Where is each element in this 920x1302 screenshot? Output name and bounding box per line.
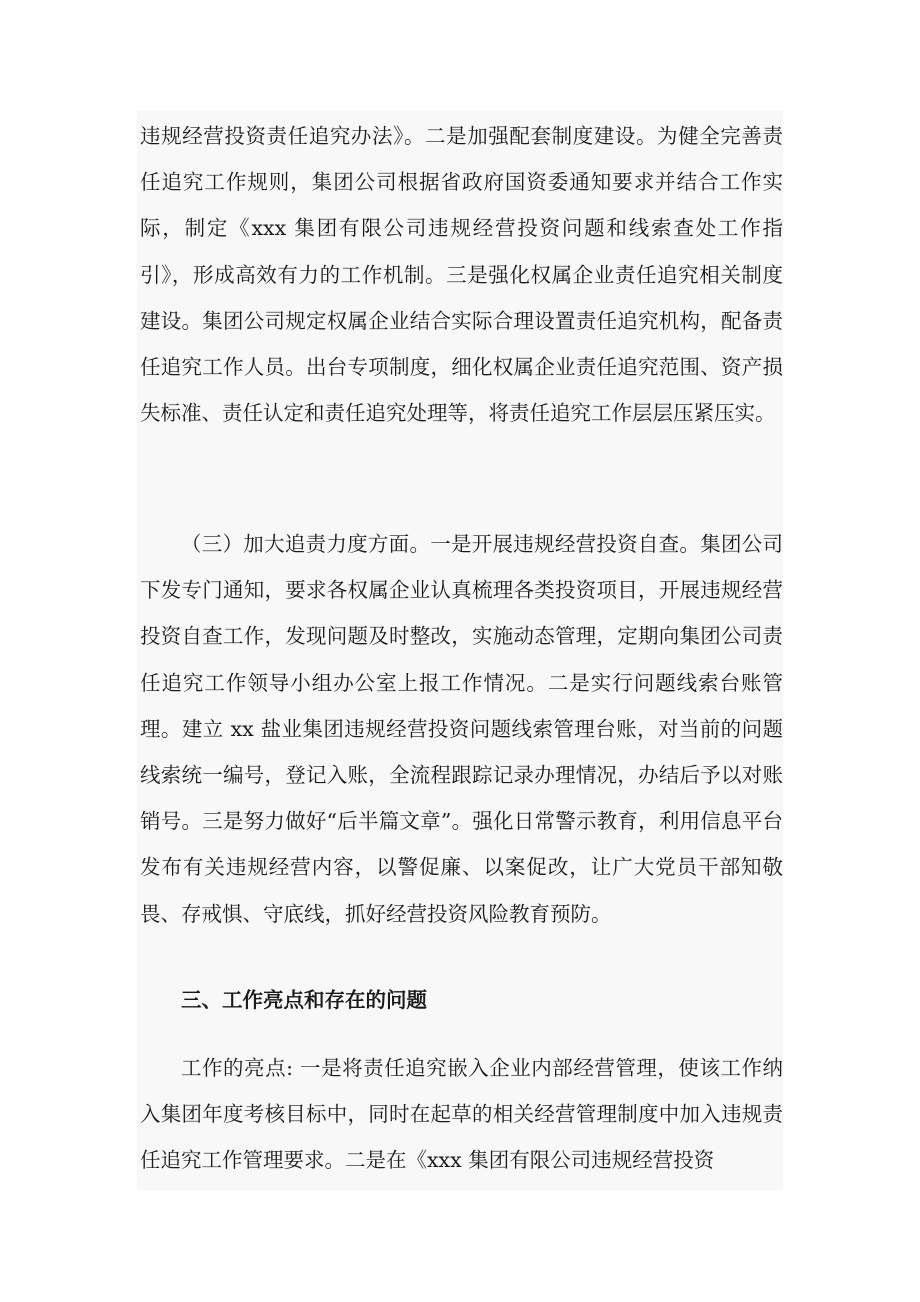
paragraph-highlights: 工作的亮点: 一是将责任追究嵌入企业内部经营管理，使该工作纳入集团年度考核目标中，同时在起草的相关经营管理制度中加入违规责任追究工作管理要求。二是在《xxx 集团有限公司违规经营投资: [140, 1056, 783, 1173]
paragraph-section-3: （三）加大追责力度方面。一是开展违规经营投资自查。集团公司下发专门通知，要求各权属企业认真梳理各类投资项目，开展违规经营投资自查工作，发现问题及时整改，实施动态管理，定期向集团公司责任追究工作领导小组办公室上报工作情况。二是实行问题线索台账管理。建立 xx 盐业集团违规经营投资问题线索管理台账，对当前的问题线索统一编号，登记入账，全流程跟踪记录办理情况，办结后予以对账销号。三是努力做好“后半篇文章”。强化日常警示教育，利用信息平台发布有关违规经营内容，以警促廉、以案促改，让广大党员干部知敬畏、存戒惧、守底线，抓好经营投资风险教育预防。: [140, 532, 783, 926]
section-heading: 三、工作亮点和存在的问题: [181, 988, 427, 1012]
paragraph-continuation: 违规经营投资责任追究办法》。二是加强配套制度建设。为健全完善责任追究工作规则，集团公司根据省政府国资委通知要求并结合工作实际，制定《xxx 集团有限公司违规经营投资问题和线索查处工作指引》，形成高效有力的工作机制。三是强化权属企业责任追究相关制度建设。集团公司规定权属企业结合实际合理设置责任追究机构，配备责任追究工作人员。出台专项制度，细化权属企业责任追究范围、资产损失标准、责任认定和责任追究处理等，将责任追究工作层层压紧压实。: [140, 124, 783, 426]
